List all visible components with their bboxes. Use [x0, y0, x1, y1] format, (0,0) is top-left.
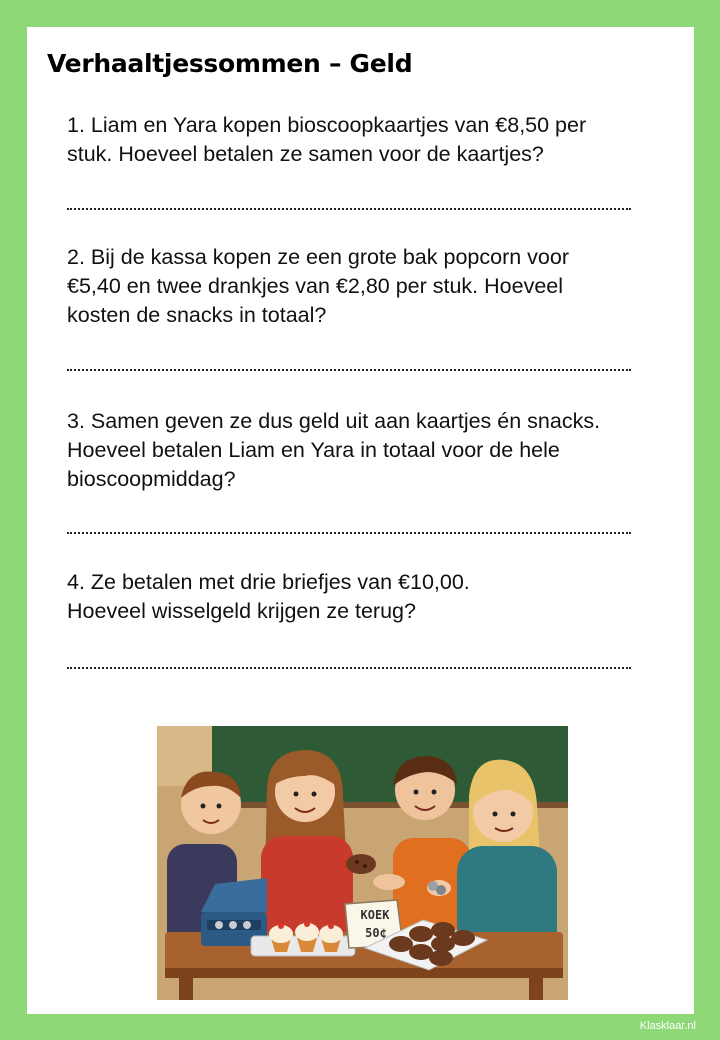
- question-4: [67, 568, 667, 626]
- question-3-line-3: bioscoopmiddag?: [67, 467, 236, 491]
- question-2-line-2: €5,40 en twee drankjes van €2,80 per stuk. Hoeveel: [67, 274, 564, 298]
- question-2-line-1: 2. Bij de kassa kopen ze een grote bak popcorn voor: [67, 245, 569, 269]
- question-3-line-1: 3. Samen geven ze dus geld uit aan kaartjes én snacks.: [67, 409, 601, 433]
- question-1: [67, 111, 667, 169]
- answer-line-2[interactable]: [67, 366, 631, 371]
- question-2: [67, 243, 667, 330]
- answer-line-3[interactable]: [67, 529, 631, 534]
- answer-line-1[interactable]: [67, 205, 631, 210]
- answer-line-4[interactable]: [67, 664, 631, 669]
- question-2-line-3: kosten de snacks in totaal?: [67, 303, 327, 327]
- bake-sale-scene: [157, 726, 568, 1000]
- bake-sale-illustration: [157, 726, 568, 1000]
- worksheet-title: Verhaaltjessommen – Geld: [47, 49, 413, 78]
- sign-price: 50¢: [365, 926, 387, 940]
- question-1-line-2: stuk. Hoeveel betalen ze samen voor de kaartjes?: [67, 142, 544, 166]
- question-4-line-1: 4. Ze betalen met drie briefjes van €10,00.: [67, 570, 470, 594]
- sign-label: KOEK: [360, 908, 390, 922]
- question-1-line-1: 1. Liam en Yara kopen bioscoopkaartjes van €8,50 per: [67, 113, 587, 137]
- question-3-line-2: Hoeveel betalen Liam en Yara in totaal voor de hele: [67, 438, 560, 462]
- worksheet: [27, 27, 694, 1014]
- footer-brand: Klasklaar.nl: [639, 1020, 696, 1032]
- question-3: [67, 407, 667, 494]
- question-4-line-2: Hoeveel wisselgeld krijgen ze terug?: [67, 599, 416, 623]
